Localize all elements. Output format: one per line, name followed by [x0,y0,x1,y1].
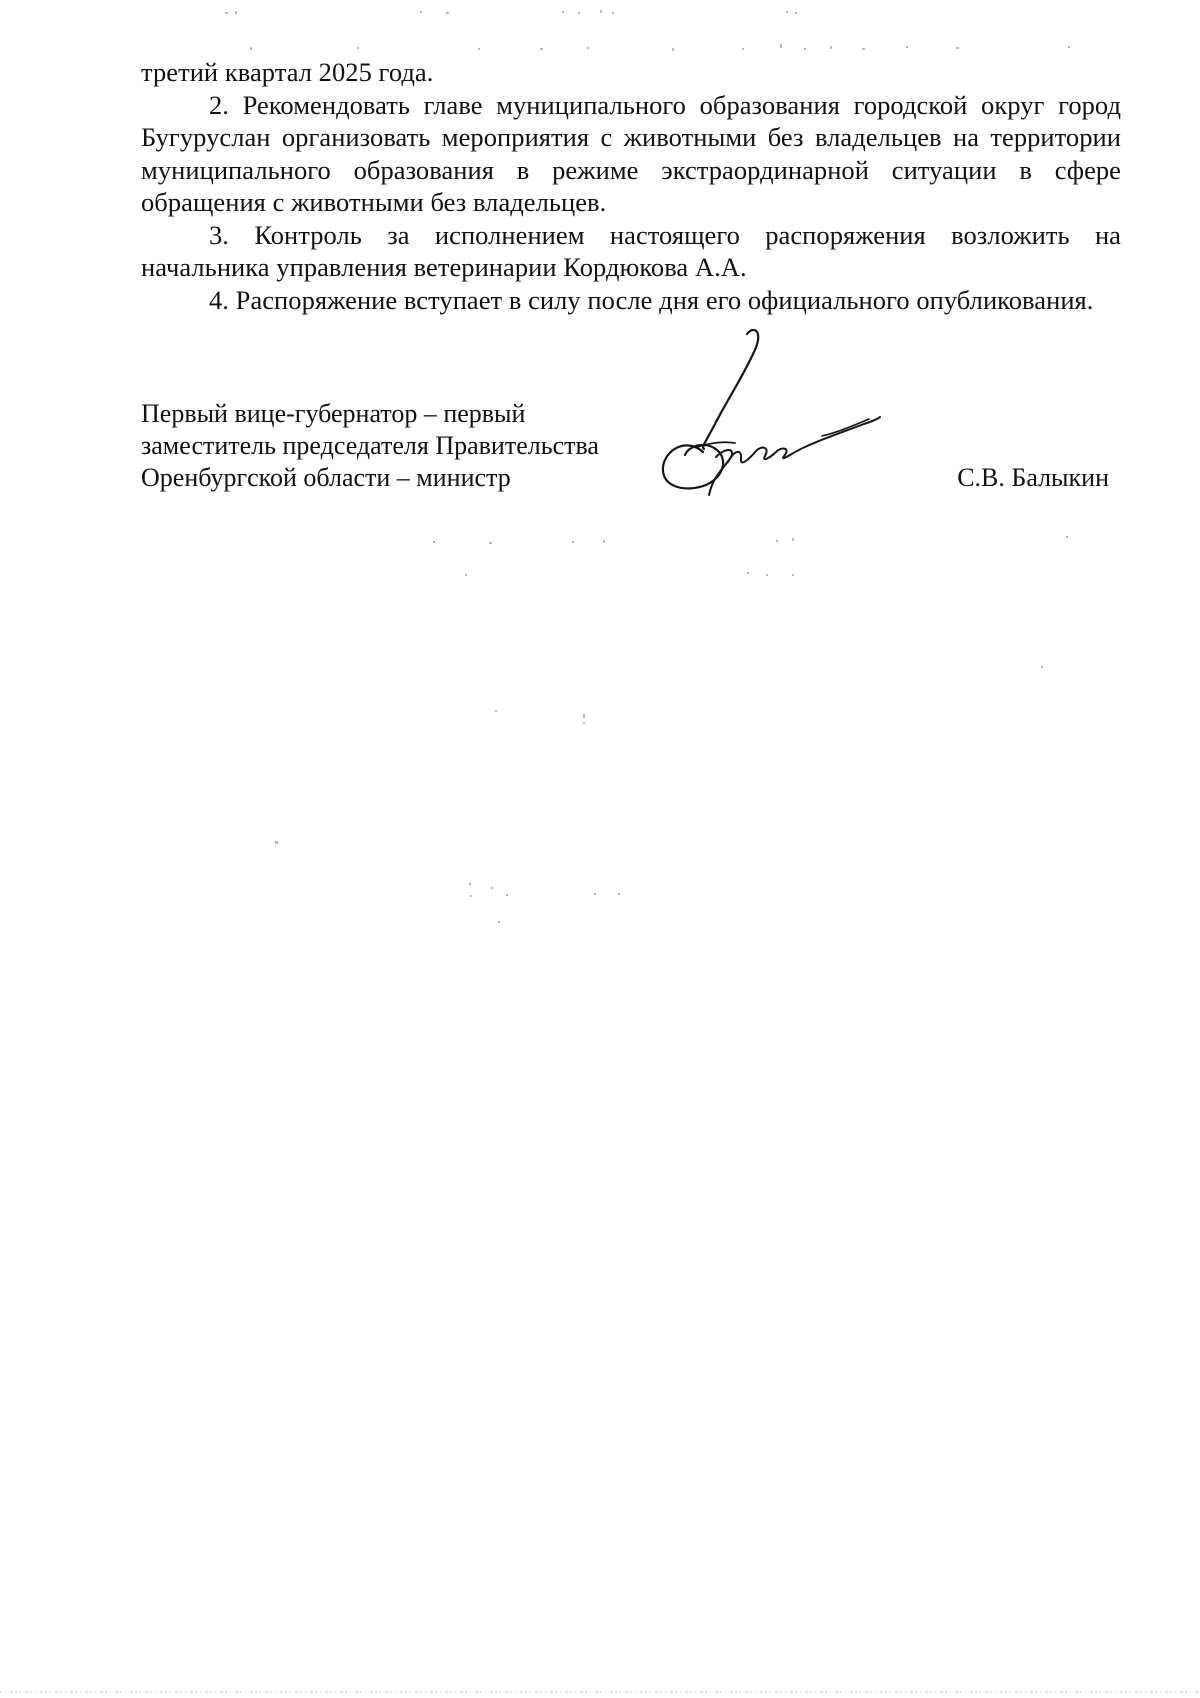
document-body [141,56,1121,316]
signer-title [141,398,661,494]
scan-bottom-edge [0,1690,1200,1694]
signature-block [141,398,1121,508]
signer-title-line-1: Первый вице-губернатор – первый [141,399,526,428]
handwritten-signature [655,325,885,505]
signer-title-line-3: Оренбургской области – министр [141,463,511,492]
paragraph-continuation: третий квартал 2025 года. [141,57,434,87]
paragraph-item-4: 4. Распоряжение вступает в силу после дня его официального опубликования. [209,284,1094,315]
signer-title-line-2: заместитель председателя Правительства [141,431,599,460]
paragraph-item-3: 3. Контроль за исполнением настоящего распоряжения возложить на начальника управления ветеринарии Кордюкова А.А. [141,219,1121,282]
paragraph-item-2: 2. Рекомендовать главе муниципального образования городской округ город Бугуруслан организовать мероприятия с животными без владельцев на территории муниципального образования в режиме экстраординарной ситуации в сфере обращения с животными без владельцев. [141,89,1121,217]
signer-name: С.В. Балыкин [957,463,1109,492]
